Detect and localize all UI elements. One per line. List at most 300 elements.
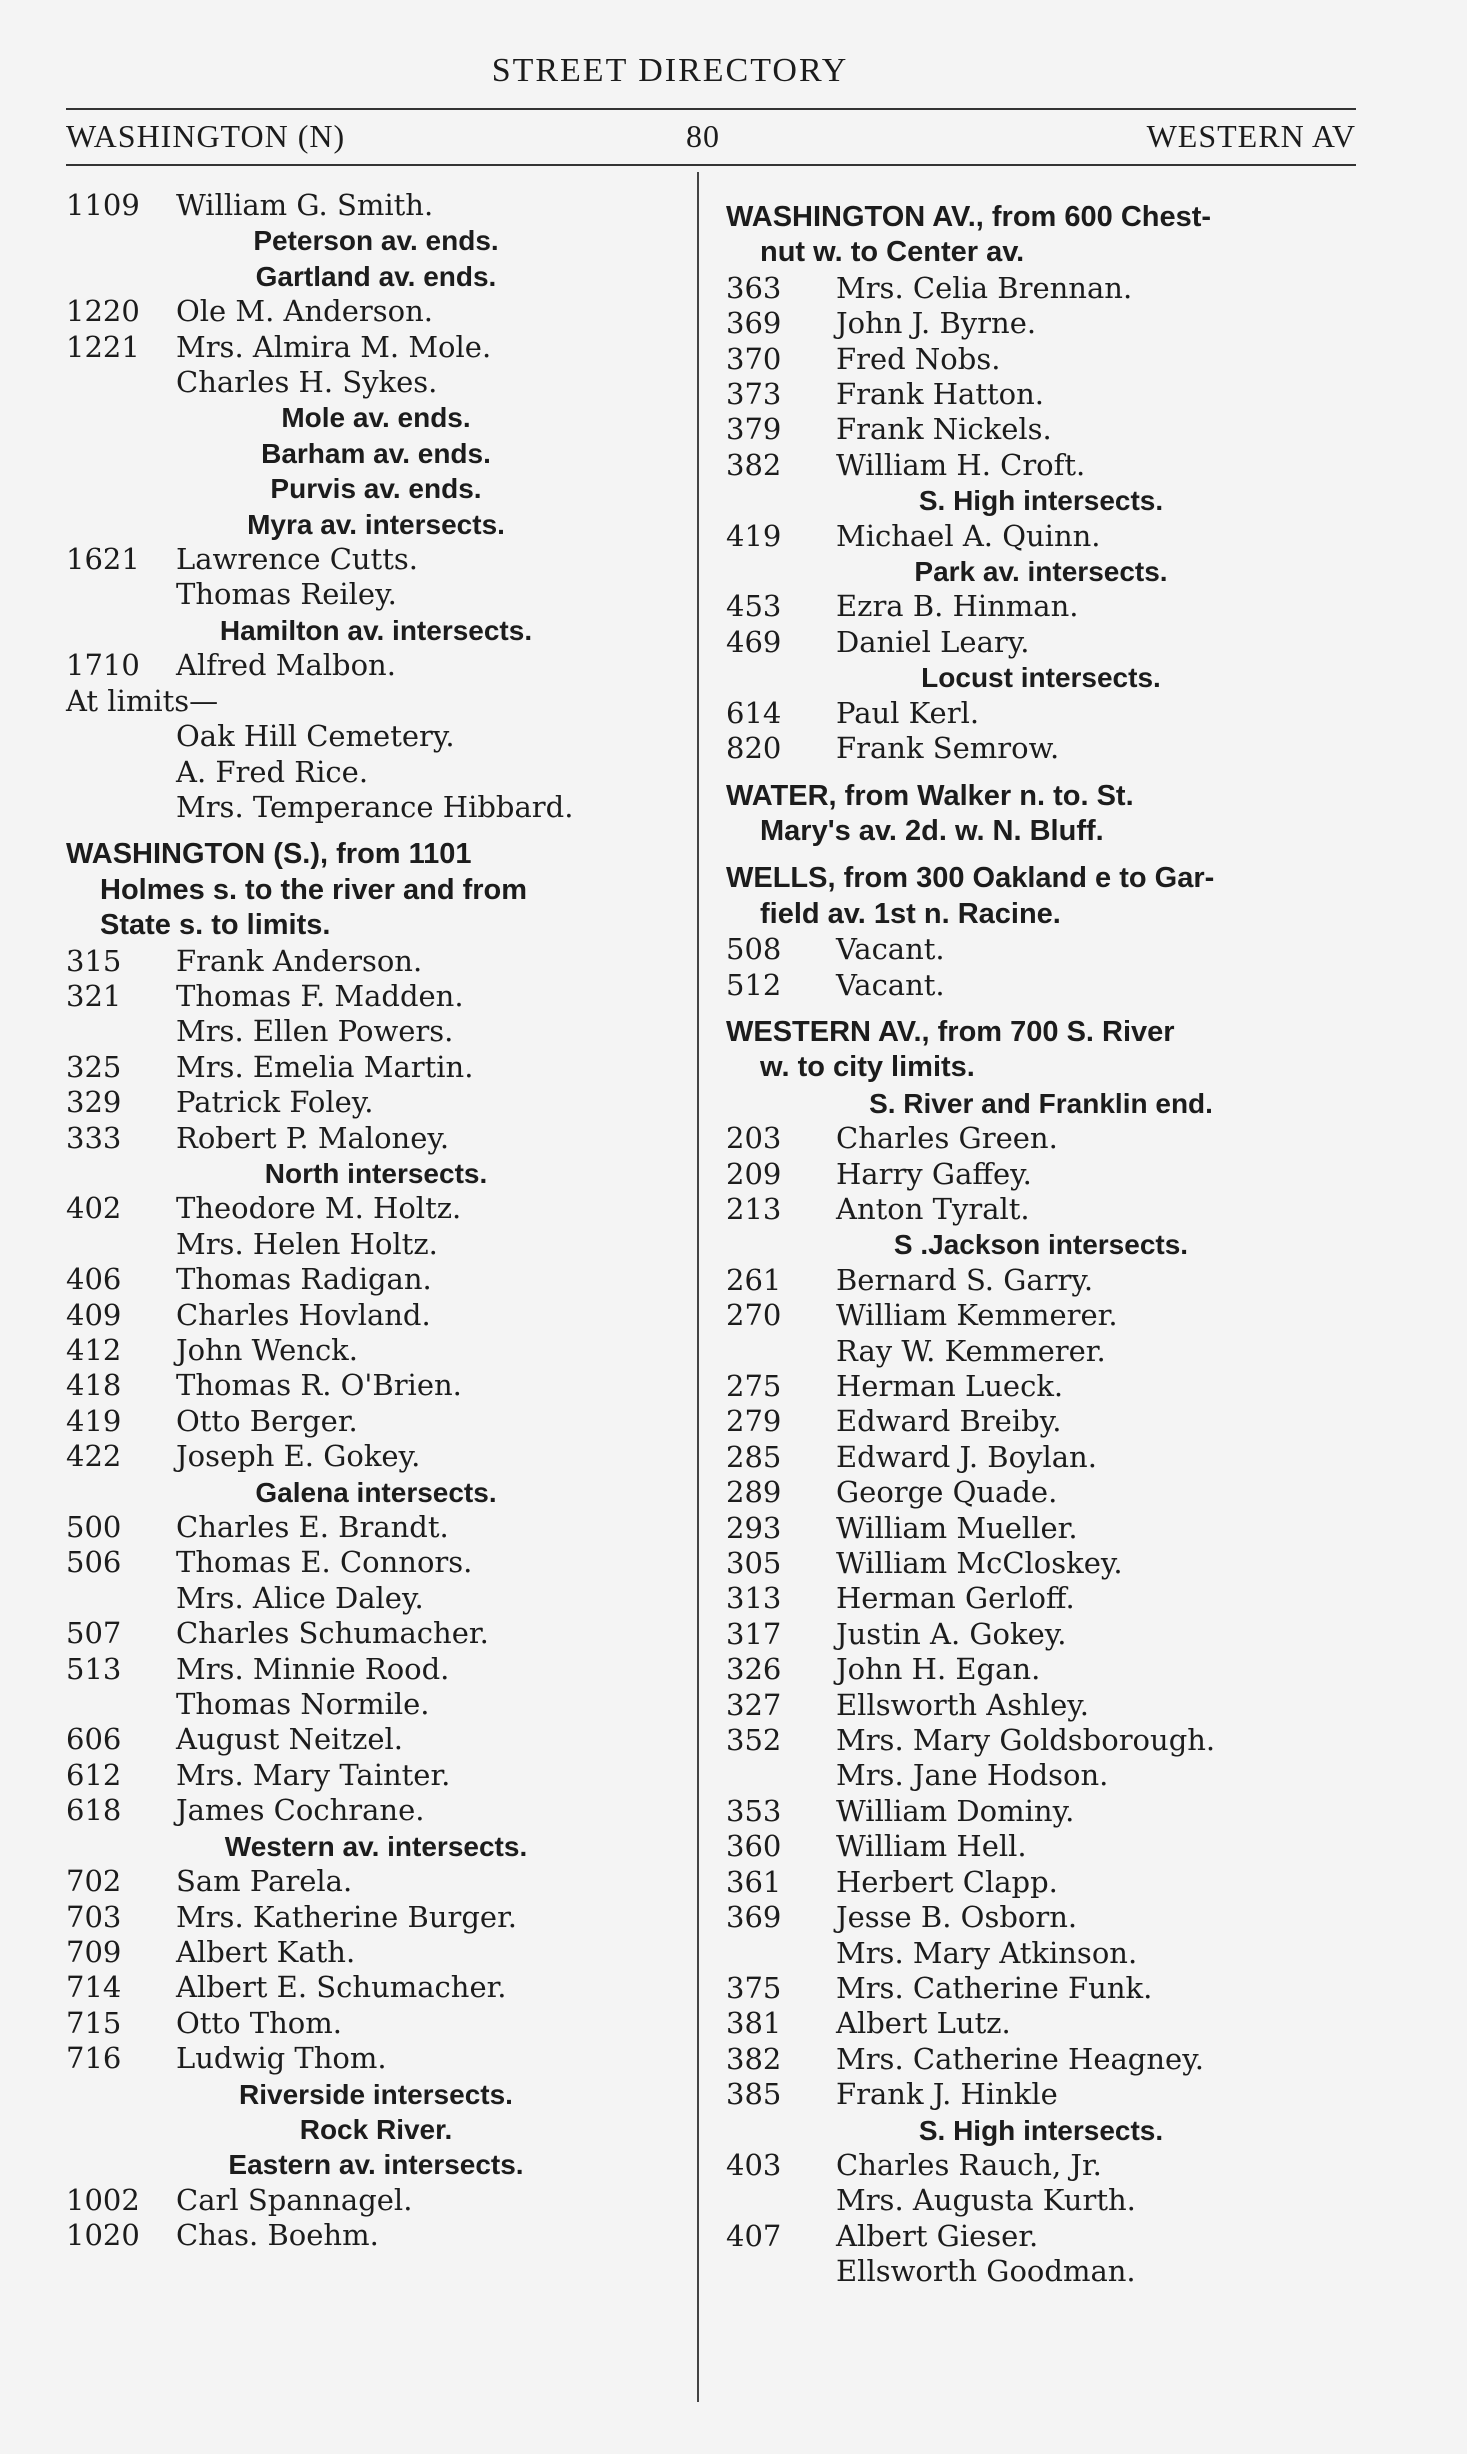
street-heading [66, 837, 686, 943]
directory-entry [66, 1298, 686, 1333]
cross-street-note: Riverside intersects. [239, 2078, 513, 2110]
house-number: 213 [726, 1191, 782, 1226]
resident-name: Charles Hovland. [176, 1297, 431, 1332]
cross-street-note: North intersects. [264, 1157, 488, 1189]
directory-entry [66, 577, 686, 612]
cross-street-note: Mole av. ends. [281, 402, 471, 434]
resident-name: Mrs. Jane Hodson. [836, 1758, 1109, 1793]
resident-name: Ole M. Anderson. [176, 294, 434, 329]
street-heading [726, 779, 1356, 850]
directory-entry [726, 2254, 1356, 2289]
directory-entry [66, 790, 686, 825]
house-number: 261 [726, 1262, 782, 1297]
resident-name: Michael A. Quinn. [836, 518, 1101, 553]
directory-entry [66, 648, 686, 683]
directory-entry [66, 1864, 686, 1899]
directory-entry [66, 1722, 686, 1757]
resident-name: George Quade. [836, 1475, 1058, 1510]
street-heading-line: field av. 1st n. Racine. [760, 897, 1061, 930]
directory-entry [726, 448, 1356, 483]
resident-name: Herman Gerloff. [836, 1581, 1075, 1616]
resident-name: William H. Croft. [836, 447, 1086, 482]
resident-name: Frank Hatton. [836, 377, 1044, 412]
directory-entry [726, 1652, 1356, 1687]
cross-street-note: Galena intersects. [255, 1476, 497, 1508]
house-number: 1621 [66, 542, 140, 577]
resident-name: Mrs. Helen Holtz. [176, 1226, 438, 1261]
directory-entry [66, 1404, 686, 1439]
resident-name: Vacant. [836, 932, 945, 967]
resident-name: William G. Smith. [176, 188, 434, 222]
resident-name: Ludwig Thom. [176, 2041, 387, 2076]
house-number: 406 [66, 1262, 122, 1297]
house-number: 203 [726, 1121, 782, 1156]
directory-entry [66, 755, 686, 790]
directory-entry [66, 294, 686, 329]
directory-entry [726, 2148, 1356, 2183]
street-heading-line: State s. to limits. [100, 909, 331, 942]
house-number: 382 [726, 447, 782, 482]
resident-name: Carl Spannagel. [176, 2182, 413, 2217]
resident-name: Mrs. Alice Daley. [176, 1580, 424, 1615]
resident-name: James Cochrane. [176, 1793, 425, 1828]
house-number: 369 [726, 1900, 782, 1935]
street-heading-line: nut w. to Center av. [760, 236, 1025, 269]
house-number: 333 [66, 1120, 122, 1155]
directory-entry [66, 979, 686, 1014]
resident-name: Theodore M. Holtz. [176, 1191, 462, 1226]
house-number: 360 [726, 1829, 782, 1864]
left-column [66, 188, 686, 2254]
house-number: 469 [726, 624, 782, 659]
directory-entry [726, 1723, 1356, 1758]
resident-name: A. Fred Rice. [176, 754, 369, 789]
directory-entry [726, 271, 1356, 306]
page-title: STREET DIRECTORY [491, 52, 849, 89]
house-number: 419 [726, 518, 782, 553]
house-number: 703 [66, 1899, 122, 1934]
directory-entry [66, 1545, 686, 1580]
resident-name: Mrs. Mary Goldsborough. [836, 1723, 1216, 1758]
resident-name: John H. Egan. [836, 1652, 1041, 1687]
directory-entry [726, 2006, 1356, 2041]
resident-name: Frank Semrow. [836, 731, 1060, 766]
resident-name: Albert Lutz. [836, 2006, 1011, 2041]
resident-name: Ellsworth Ashley. [836, 1687, 1089, 1722]
house-number: 373 [726, 377, 782, 412]
resident-name: William Mueller. [836, 1510, 1078, 1545]
house-number: 317 [726, 1616, 782, 1651]
house-number: 820 [726, 731, 782, 766]
house-number: 209 [726, 1156, 782, 1191]
cross-street-note: S. High intersects. [918, 485, 1164, 517]
resident-name: Daniel Leary. [836, 624, 1030, 659]
street-heading-line: WASHINGTON AV., from 600 Chest- [726, 201, 1212, 233]
house-number: 403 [726, 2147, 782, 2182]
resident-name: William McCloskey. [836, 1546, 1123, 1581]
house-number [726, 1758, 836, 1793]
house-number: 382 [726, 2041, 782, 2076]
house-number [66, 1687, 176, 1722]
column-divider [697, 172, 699, 2402]
resident-name: Mrs. Mary Atkinson. [836, 1935, 1138, 1970]
street-heading-line: w. to city limits. [760, 1051, 975, 1084]
directory-entry [66, 1085, 686, 1120]
directory-entry [66, 188, 686, 223]
directory-entry [726, 1900, 1356, 1935]
house-number: 507 [66, 1616, 122, 1651]
cross-street-note: Rock River. [299, 2113, 453, 2145]
resident-name: Charles E. Brandt. [176, 1510, 449, 1545]
resident-name: Charles Green. [836, 1121, 1058, 1156]
house-number: 313 [726, 1581, 782, 1616]
house-number: 327 [726, 1687, 782, 1722]
house-number: 289 [726, 1475, 782, 1510]
resident-name: Mrs. Temperance Hibbard. [176, 789, 574, 824]
directory-entry [66, 1687, 686, 1722]
directory-entry [726, 1157, 1356, 1192]
street-heading-line: WATER, from Walker n. to. St. [726, 779, 1134, 812]
resident-name: August Neitzel. [176, 1722, 404, 1757]
resident-name: Mrs. Celia Brennan. [836, 270, 1133, 305]
resident-name: Patrick Foley. [176, 1085, 374, 1120]
resident-name: Lawrence Cutts. [176, 542, 418, 577]
resident-name: Mrs. Katherine Burger. [176, 1899, 517, 1934]
resident-name: Thomas R. O'Brien. [176, 1368, 462, 1403]
resident-name: Mrs. Emelia Martin. [176, 1049, 474, 1084]
cross-street-note: Barham av. ends. [261, 437, 491, 469]
resident-name: Ellsworth Goodman. [836, 2254, 1136, 2289]
page-number: 80 [686, 118, 720, 154]
resident-name: Frank Anderson. [176, 943, 423, 978]
directory-entry [66, 1652, 686, 1687]
resident-name: Joseph E. Gokey. [176, 1439, 421, 1474]
directory-entry [726, 1475, 1356, 1510]
directory-entry [66, 1333, 686, 1368]
directory-entry [726, 1369, 1356, 1404]
resident-name: Mrs. Almira M. Mole. [176, 329, 492, 364]
directory-entry [726, 589, 1356, 624]
cross-street-note: S. High intersects. [918, 2114, 1164, 2146]
directory-entry [66, 1191, 686, 1226]
house-number: 1221 [66, 329, 140, 364]
cross-street-note: Peterson av. ends. [253, 225, 499, 257]
directory-entry [726, 377, 1356, 412]
header-rule-bottom [66, 164, 1356, 166]
directory-entry [66, 1935, 686, 1970]
house-number: 369 [726, 306, 782, 341]
directory-entry [66, 1368, 686, 1403]
house-number: 402 [66, 1191, 122, 1226]
resident-name: Robert P. Maloney. [176, 1120, 450, 1155]
directory-entry [726, 1829, 1356, 1864]
header-left-street: WASHINGTON (N) [66, 118, 346, 154]
directory-entry [66, 2041, 686, 2076]
house-number: 409 [66, 1297, 122, 1332]
street-heading-line: WESTERN AV., from 700 S. River [726, 1015, 1175, 1048]
resident-name: Thomas Reiley. [176, 577, 397, 612]
street-heading-line: Mary's av. 2d. w. N. Bluff. [760, 814, 1104, 847]
resident-name: Charles H. Sykes. [176, 365, 438, 400]
resident-name: Harry Gaffey. [836, 1156, 1032, 1191]
directory-entry [726, 1334, 1356, 1369]
directory-entry [726, 1511, 1356, 1546]
house-number: 321 [66, 978, 122, 1013]
house-number: 270 [726, 1298, 782, 1333]
resident-name: William Hell. [836, 1829, 1027, 1864]
resident-name: Albert Kath. [176, 1934, 356, 1969]
resident-name: Frank J. Hinkle [836, 2077, 1058, 2112]
house-number [66, 755, 176, 790]
house-number [66, 1227, 176, 1262]
house-number: 412 [66, 1333, 122, 1367]
house-number: 285 [726, 1439, 782, 1474]
resident-name: Mrs. Augusta Kurth. [836, 2183, 1136, 2218]
resident-name: Charles Schumacher. [176, 1616, 489, 1651]
house-number: 375 [726, 1970, 782, 2005]
street-heading [726, 861, 1356, 932]
cross-street-note: S .Jackson intersects. [893, 1229, 1189, 1261]
house-number: 453 [726, 589, 782, 624]
house-number: 419 [66, 1403, 122, 1438]
house-number: 1710 [66, 648, 140, 683]
resident-name: Alfred Malbon. [176, 648, 396, 683]
directory-entry [726, 2183, 1356, 2218]
directory-entry [726, 1298, 1356, 1333]
directory-entry [66, 944, 686, 979]
resident-name: Fred Nobs. [836, 341, 1001, 376]
house-number [66, 790, 176, 825]
house-number: 716 [66, 2041, 122, 2076]
directory-entry [726, 1758, 1356, 1793]
house-number [726, 2183, 836, 2218]
resident-name: Mrs. Minnie Rood. [176, 1651, 450, 1686]
house-number: 614 [726, 695, 782, 730]
directory-entry [726, 625, 1356, 660]
house-number: 606 [66, 1722, 122, 1757]
directory-entry [726, 1581, 1356, 1616]
resident-name: Jesse B. Osborn. [836, 1900, 1078, 1935]
house-number: 325 [66, 1049, 122, 1084]
directory-entry [726, 519, 1356, 554]
house-number: 326 [726, 1652, 782, 1687]
cross-street-note: Gartland av. ends. [255, 260, 497, 292]
resident-name: Bernard S. Garry. [836, 1262, 1094, 1297]
directory-entry [726, 1865, 1356, 1900]
resident-name: Albert Gieser. [836, 2218, 1039, 2253]
house-number: 512 [726, 967, 782, 1002]
house-number: 279 [726, 1404, 782, 1439]
resident-name: John J. Byrne. [836, 306, 1037, 341]
house-number: 329 [66, 1085, 122, 1120]
house-number: 1020 [66, 2218, 140, 2253]
resident-name: Mrs. Ellen Powers. [176, 1014, 454, 1049]
directory-entry [726, 932, 1356, 967]
cross-street-note: Locust intersects. [921, 662, 1161, 694]
directory-entry [66, 1758, 686, 1793]
house-number: 714 [66, 1970, 122, 2005]
resident-name: Chas. Boehm. [176, 2218, 379, 2253]
house-number: 293 [726, 1510, 782, 1545]
resident-name: Thomas E. Connors. [176, 1545, 473, 1580]
directory-entry [726, 306, 1356, 341]
resident-name: Thomas Radigan. [176, 1262, 432, 1297]
directory-entry [726, 1688, 1356, 1723]
directory-entry [726, 1971, 1356, 2006]
directory-entry [66, 1970, 686, 2005]
directory-entry [66, 1439, 686, 1474]
header-rule-top [66, 108, 1356, 110]
house-number: 1220 [66, 294, 140, 329]
directory-entry [66, 1050, 686, 1085]
house-number: 315 [66, 943, 122, 978]
directory-entry [726, 1546, 1356, 1581]
cross-street-note: S. River and Franklin end. [869, 1087, 1213, 1119]
resident-name: Vacant. [836, 967, 945, 1002]
house-number: 508 [726, 932, 782, 967]
directory-entry [66, 2006, 686, 2041]
directory-entry [726, 412, 1356, 447]
house-number [726, 2254, 836, 2289]
house-number: 381 [726, 2006, 782, 2041]
street-heading [726, 200, 1356, 271]
resident-name: Justin A. Gokey. [836, 1616, 1067, 1651]
resident-name: Herman Lueck. [836, 1369, 1064, 1403]
resident-name: Otto Thom. [176, 2005, 342, 2040]
resident-name: Frank Nickels. [836, 412, 1052, 447]
directory-entry [726, 1794, 1356, 1829]
directory-entry [726, 342, 1356, 377]
directory-entry [726, 2042, 1356, 2077]
house-number: 407 [726, 2218, 782, 2253]
directory-entry [66, 2183, 686, 2218]
house-number: 361 [726, 1864, 782, 1899]
house-number [66, 365, 176, 400]
house-number: 506 [66, 1545, 122, 1580]
directory-entry [726, 968, 1356, 1003]
resident-name: Edward Breiby. [836, 1404, 1062, 1439]
house-number: 275 [726, 1369, 782, 1403]
directory-entry [726, 2077, 1356, 2112]
house-number: 618 [66, 1793, 122, 1828]
resident-name: Herbert Clapp. [836, 1864, 1058, 1899]
house-number: 363 [726, 270, 782, 305]
directory-entry [66, 542, 686, 577]
house-number: 715 [66, 2005, 122, 2040]
directory-entry [726, 1404, 1356, 1439]
street-heading-line: WASHINGTON (S.), from 1101 [66, 838, 472, 871]
directory-entry [726, 1936, 1356, 1971]
directory-entry [66, 1510, 686, 1545]
cross-street-note: Purvis av. ends. [270, 473, 482, 505]
resident-name: Thomas Normile. [176, 1687, 430, 1722]
street-heading-line: WELLS, from 300 Oakland e to Gar- [726, 862, 1215, 895]
directory-entry [66, 1227, 686, 1262]
house-number [726, 1334, 836, 1369]
running-header [66, 118, 1356, 162]
directory-entry [66, 719, 686, 754]
resident-name: Otto Berger. [176, 1403, 358, 1438]
house-number: 1109 [66, 188, 140, 222]
house-number: 418 [66, 1368, 122, 1403]
cross-street-note: Hamilton av. intersects. [219, 614, 533, 646]
cross-street-note: Myra av. intersects. [247, 508, 505, 540]
house-number [66, 577, 176, 612]
resident-name: Ray W. Kemmerer. [836, 1333, 1106, 1368]
resident-name: William Dominy. [836, 1793, 1075, 1828]
directory-entry [66, 1900, 686, 1935]
house-number [66, 1581, 176, 1616]
cross-street-note: Eastern av. intersects. [228, 2149, 524, 2181]
directory-entry [66, 2218, 686, 2253]
directory-entry [726, 2219, 1356, 2254]
resident-name: Mrs. Mary Tainter. [176, 1757, 451, 1792]
directory-entry [726, 1617, 1356, 1652]
directory-entry [726, 1192, 1356, 1227]
street-heading [726, 1015, 1356, 1086]
directory-entry [66, 1014, 686, 1049]
resident-name: Thomas F. Madden. [176, 978, 464, 1013]
street-heading-line: Holmes s. to the river and from [100, 873, 528, 906]
section-note: At limits— [66, 683, 219, 718]
house-number: 385 [726, 2077, 782, 2112]
cross-street-note: Park av. intersects. [914, 556, 1168, 588]
directory-entry [66, 365, 686, 400]
house-number: 379 [726, 412, 782, 447]
house-number: 352 [726, 1723, 782, 1758]
house-number: 612 [66, 1757, 122, 1792]
resident-name: Mrs. Catherine Heagney. [836, 2041, 1204, 2076]
house-number: 353 [726, 1793, 782, 1828]
directory-entry [66, 1581, 686, 1616]
house-number: 1002 [66, 2182, 140, 2217]
house-number [66, 719, 176, 754]
house-number [726, 1936, 836, 1971]
resident-name: Albert E. Schumacher. [176, 1970, 507, 2005]
house-number: 702 [66, 1864, 122, 1899]
house-number: 305 [726, 1546, 782, 1581]
directory-entry [66, 330, 686, 365]
directory-entry [66, 1616, 686, 1651]
resident-name: Oak Hill Cemetery. [176, 719, 455, 754]
house-number: 709 [66, 1934, 122, 1969]
cross-street-note: Western av. intersects. [224, 1830, 528, 1862]
resident-name: Charles Rauch, Jr. [836, 2147, 1102, 2182]
resident-name: Ezra B. Hinman. [836, 589, 1079, 624]
resident-name: William Kemmerer. [836, 1298, 1118, 1333]
house-number [66, 1014, 176, 1049]
house-number: 513 [66, 1651, 122, 1686]
resident-name: John Wenck. [176, 1333, 358, 1367]
directory-entry [66, 1793, 686, 1828]
directory-entry [66, 1262, 686, 1297]
header-right-street: WESTERN AV [1146, 118, 1356, 154]
directory-entry [726, 1121, 1356, 1156]
resident-name: Anton Tyralt. [836, 1191, 1030, 1226]
directory-entry [726, 731, 1356, 766]
directory-entry [726, 1263, 1356, 1298]
house-number: 422 [66, 1439, 122, 1474]
right-column [726, 188, 1356, 2290]
resident-name: Sam Parela. [176, 1864, 353, 1899]
resident-name: Edward J. Boylan. [836, 1439, 1097, 1474]
directory-entry [66, 1121, 686, 1156]
house-number: 370 [726, 341, 782, 376]
resident-name: Paul Kerl. [836, 695, 980, 730]
directory-entry [726, 696, 1356, 731]
directory-entry [726, 1440, 1356, 1475]
resident-name: Mrs. Catherine Funk. [836, 1970, 1153, 2005]
